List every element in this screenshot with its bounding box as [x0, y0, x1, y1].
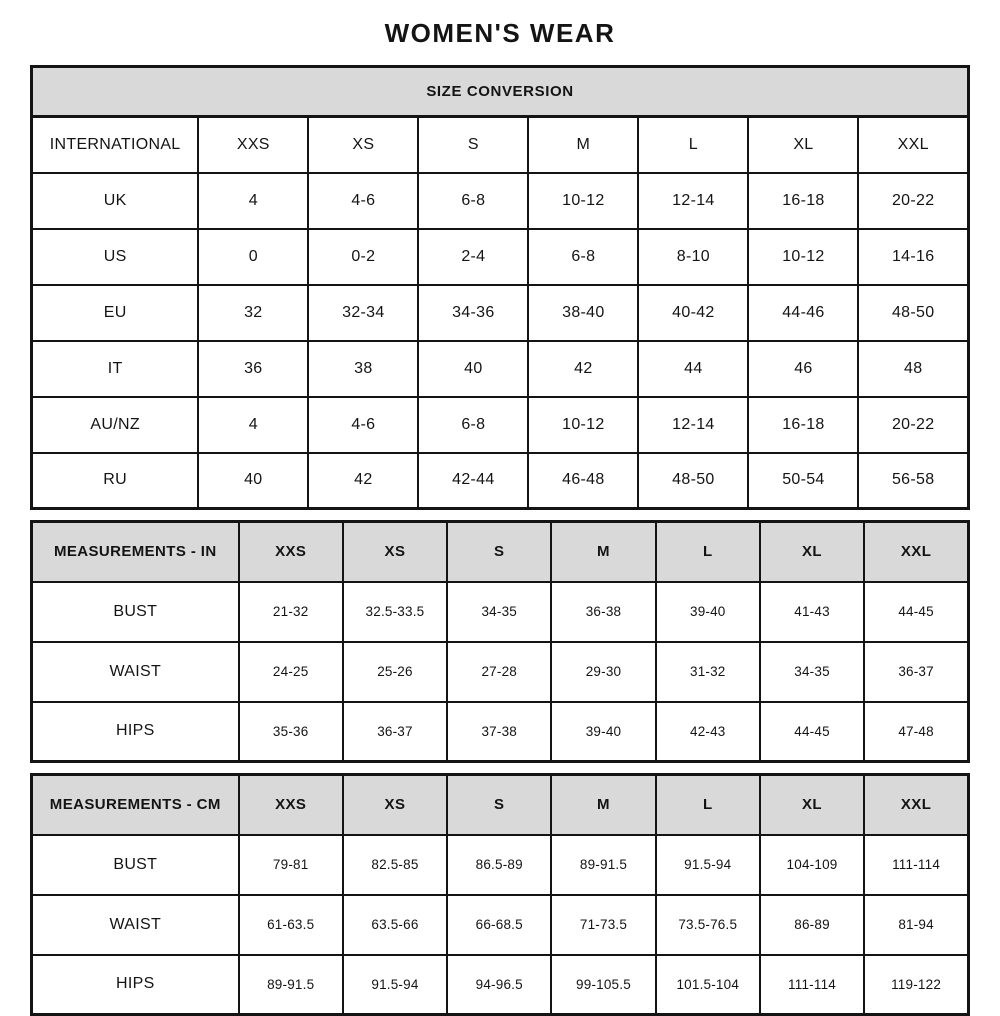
data-cell: 56-58 — [858, 453, 968, 509]
data-cell: 42 — [528, 341, 638, 397]
data-cell: 46-48 — [528, 453, 638, 509]
row-label: HIPS — [32, 702, 239, 762]
data-cell: 20-22 — [858, 173, 968, 229]
table-row — [32, 895, 969, 955]
data-cell: 16-18 — [748, 397, 858, 453]
data-cell: 42 — [308, 453, 418, 509]
data-cell: 111-114 — [760, 955, 864, 1015]
data-cell: 36-37 — [864, 642, 968, 702]
row-label: EU — [32, 285, 199, 341]
table-row — [32, 642, 969, 702]
data-cell: 25-26 — [343, 642, 447, 702]
data-cell: 48-50 — [638, 453, 748, 509]
data-cell: 47-48 — [864, 702, 968, 762]
data-cell: 44-45 — [864, 582, 968, 642]
data-cell: 86.5-89 — [447, 835, 551, 895]
table-row — [32, 341, 969, 397]
size-header-cell: XS — [343, 775, 447, 835]
data-cell: 39-40 — [551, 702, 655, 762]
table-row — [32, 702, 969, 762]
row-label: HIPS — [32, 955, 239, 1015]
data-cell: 39-40 — [656, 582, 760, 642]
column-header-row — [32, 117, 969, 173]
data-cell: 48 — [858, 341, 968, 397]
data-cell: 91.5-94 — [343, 955, 447, 1015]
data-cell: 6-8 — [418, 173, 528, 229]
data-cell: 101.5-104 — [656, 955, 760, 1015]
data-cell: 4 — [198, 397, 308, 453]
size-conversion-table — [30, 65, 970, 510]
column-header-row — [32, 522, 969, 582]
data-cell: 24-25 — [239, 642, 343, 702]
size-header-cell: XS — [343, 522, 447, 582]
table-row — [32, 835, 969, 895]
corner-header-cell: MEASUREMENTS - IN — [32, 522, 239, 582]
size-header-cell: S — [447, 522, 551, 582]
size-header-cell: M — [551, 775, 655, 835]
page-title: WOMEN'S WEAR — [384, 18, 616, 48]
data-cell: 61-63.5 — [239, 895, 343, 955]
row-label: WAIST — [32, 642, 239, 702]
data-cell: 4-6 — [308, 173, 418, 229]
row-label: UK — [32, 173, 199, 229]
data-cell: 16-18 — [748, 173, 858, 229]
table-row — [32, 397, 969, 453]
data-cell: 40 — [418, 341, 528, 397]
data-cell: 12-14 — [638, 173, 748, 229]
data-cell: 50-54 — [748, 453, 858, 509]
data-cell: 44-46 — [748, 285, 858, 341]
row-label: WAIST — [32, 895, 239, 955]
row-label: US — [32, 229, 199, 285]
data-cell: 36-37 — [343, 702, 447, 762]
size-header-cell: L — [656, 522, 760, 582]
size-header-cell: XXS — [239, 775, 343, 835]
data-cell: 29-30 — [551, 642, 655, 702]
data-cell: 37-38 — [447, 702, 551, 762]
data-cell: 34-36 — [418, 285, 528, 341]
data-cell: 8-10 — [638, 229, 748, 285]
table-row — [32, 453, 969, 509]
size-header-cell: L — [656, 775, 760, 835]
data-cell: 32 — [198, 285, 308, 341]
row-label: RU — [32, 453, 199, 509]
column-header-row — [32, 775, 969, 835]
data-cell: 4-6 — [308, 397, 418, 453]
size-header-cell: XXL — [858, 117, 968, 173]
row-label: AU/NZ — [32, 397, 199, 453]
data-cell: 44-45 — [760, 702, 864, 762]
data-cell: 91.5-94 — [656, 835, 760, 895]
measurements-cm-table — [30, 773, 970, 1016]
size-header-cell: XS — [308, 117, 418, 173]
data-cell: 82.5-85 — [343, 835, 447, 895]
data-cell: 14-16 — [858, 229, 968, 285]
size-conversion-banner-row — [32, 67, 969, 117]
data-cell: 21-32 — [239, 582, 343, 642]
data-cell: 2-4 — [418, 229, 528, 285]
size-header-cell: XXL — [864, 522, 968, 582]
row-label: IT — [32, 341, 199, 397]
data-cell: 4 — [198, 173, 308, 229]
data-cell: 32-34 — [308, 285, 418, 341]
data-cell: 94-96.5 — [447, 955, 551, 1015]
size-header-cell: S — [447, 775, 551, 835]
data-cell: 10-12 — [528, 173, 638, 229]
data-cell: 99-105.5 — [551, 955, 655, 1015]
data-cell: 10-12 — [748, 229, 858, 285]
data-cell: 41-43 — [760, 582, 864, 642]
data-cell: 111-114 — [864, 835, 968, 895]
data-cell: 71-73.5 — [551, 895, 655, 955]
size-header-cell: XL — [760, 775, 864, 835]
data-cell: 40 — [198, 453, 308, 509]
size-header-cell: XL — [748, 117, 858, 173]
table-row — [32, 285, 969, 341]
data-cell: 44 — [638, 341, 748, 397]
row-label: BUST — [32, 582, 239, 642]
data-cell: 42-43 — [656, 702, 760, 762]
data-cell: 36-38 — [551, 582, 655, 642]
data-cell: 0-2 — [308, 229, 418, 285]
size-header-cell: XL — [760, 522, 864, 582]
data-cell: 38-40 — [528, 285, 638, 341]
size-header-cell: XXS — [239, 522, 343, 582]
data-cell: 86-89 — [760, 895, 864, 955]
data-cell: 79-81 — [239, 835, 343, 895]
data-cell: 6-8 — [418, 397, 528, 453]
data-cell: 104-109 — [760, 835, 864, 895]
data-cell: 73.5-76.5 — [656, 895, 760, 955]
size-header-cell: M — [551, 522, 655, 582]
size-header-cell: L — [638, 117, 748, 173]
data-cell: 63.5-66 — [343, 895, 447, 955]
data-cell: 6-8 — [528, 229, 638, 285]
measurements-in-table — [30, 520, 970, 763]
data-cell: 119-122 — [864, 955, 968, 1015]
data-cell: 27-28 — [447, 642, 551, 702]
data-cell: 40-42 — [638, 285, 748, 341]
data-cell: 66-68.5 — [447, 895, 551, 955]
size-header-cell: S — [418, 117, 528, 173]
data-cell: 48-50 — [858, 285, 968, 341]
data-cell: 89-91.5 — [239, 955, 343, 1015]
data-cell: 10-12 — [528, 397, 638, 453]
corner-header-cell: INTERNATIONAL — [32, 117, 199, 173]
data-cell: 20-22 — [858, 397, 968, 453]
row-label: BUST — [32, 835, 239, 895]
table-row — [32, 582, 969, 642]
data-cell: 0 — [198, 229, 308, 285]
data-cell: 31-32 — [656, 642, 760, 702]
size-header-cell: XXS — [198, 117, 308, 173]
size-conversion-title: SIZE CONVERSION — [32, 67, 969, 117]
data-cell: 32.5-33.5 — [343, 582, 447, 642]
size-header-cell: M — [528, 117, 638, 173]
table-row — [32, 229, 969, 285]
data-cell: 36 — [198, 341, 308, 397]
data-cell: 38 — [308, 341, 418, 397]
size-header-cell: XXL — [864, 775, 968, 835]
data-cell: 46 — [748, 341, 858, 397]
data-cell: 34-35 — [447, 582, 551, 642]
table-row — [32, 955, 969, 1015]
table-row — [32, 173, 969, 229]
data-cell: 34-35 — [760, 642, 864, 702]
corner-header-cell: MEASUREMENTS - CM — [32, 775, 239, 835]
data-cell: 35-36 — [239, 702, 343, 762]
data-cell: 81-94 — [864, 895, 968, 955]
data-cell: 42-44 — [418, 453, 528, 509]
data-cell: 12-14 — [638, 397, 748, 453]
data-cell: 89-91.5 — [551, 835, 655, 895]
